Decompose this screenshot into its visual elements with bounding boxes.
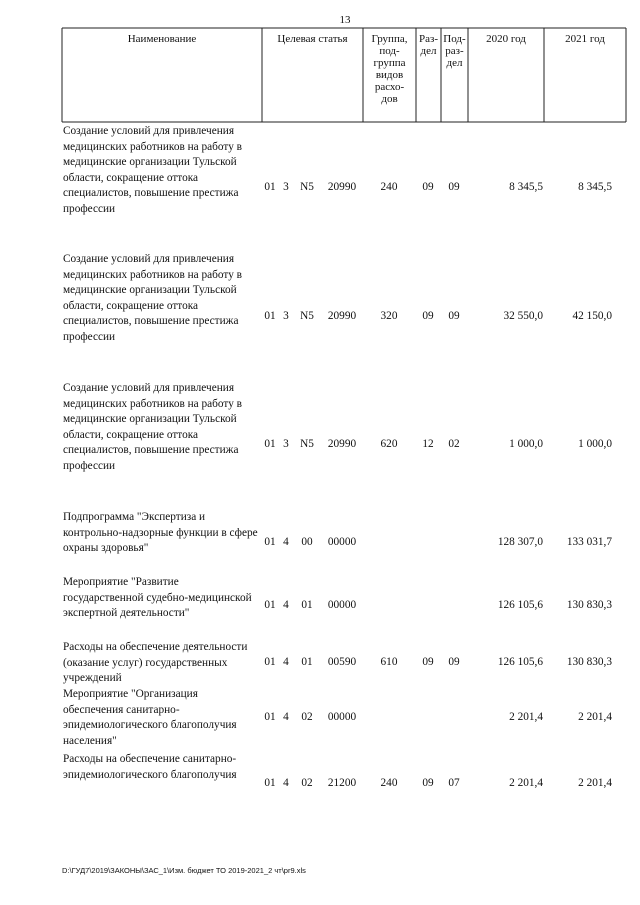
cell-code-b: 3 xyxy=(283,181,289,193)
cell-code-b: 4 xyxy=(283,777,289,789)
cell-section: 12 xyxy=(422,438,434,450)
cell-code-c: 00 xyxy=(301,536,313,548)
cell-2020: 126 105,6 xyxy=(497,599,543,611)
cell-2020: 2 201,4 xyxy=(509,711,543,723)
cell-code-b: 4 xyxy=(283,711,289,723)
header-year-2021: 2021 год xyxy=(565,33,605,45)
cell-subsection: 09 xyxy=(448,181,460,193)
header-target: Целевая статья xyxy=(277,33,348,45)
cell-code-a: 01 xyxy=(264,599,276,611)
cell-code-c: 02 xyxy=(301,711,313,723)
cell-code-c: N5 xyxy=(300,438,314,450)
cell-code-b: 4 xyxy=(283,536,289,548)
cell-2021: 1 000,0 xyxy=(578,438,612,450)
header-section: Раз- дел xyxy=(418,33,438,57)
header-year-2020: 2020 год xyxy=(486,33,526,45)
cell-code-c: 02 xyxy=(301,777,313,789)
row-name: Создание условий для привлечения медицинских работников на работу в медицинские организации Тульской области, сокращение оттока специалистов, повышение престижа профессии xyxy=(63,253,243,343)
cell-subsection: 07 xyxy=(448,777,460,789)
cell-2021: 2 201,4 xyxy=(578,777,612,789)
cell-2021: 130 830,3 xyxy=(566,599,612,611)
header-subsection: Под- раз- дел xyxy=(443,33,466,69)
cell-subsection: 02 xyxy=(448,438,460,450)
cell-code-d: 20990 xyxy=(327,310,357,322)
cell-subsection: 09 xyxy=(448,656,460,668)
cell-code-a: 01 xyxy=(264,310,276,322)
cell-code-a: 01 xyxy=(264,536,276,548)
row-name: Создание условий для привлечения медицинских работников на работу в медицинские организации Тульской области, сокращение оттока специалистов, повышение престижа профессии xyxy=(63,125,243,215)
cell-code-d: 00000 xyxy=(327,711,357,723)
header-name: Наименование xyxy=(127,33,197,45)
row-name: Расходы на обеспечение деятельности (оказание услуг) государственных учреждений xyxy=(63,641,248,685)
cell-section: 09 xyxy=(422,777,434,789)
cell-group: 610 xyxy=(380,656,398,668)
cell-code-d: 20990 xyxy=(327,438,357,450)
cell-2020: 32 550,0 xyxy=(503,310,543,322)
cell-2021: 133 031,7 xyxy=(566,536,612,548)
row-name: Создание условий для привлечения медицинских работников на работу в медицинские организации Тульской области, сокращение оттока специалистов, повышение престижа профессии xyxy=(63,382,243,472)
cell-2020: 126 105,6 xyxy=(497,656,543,668)
cell-section: 09 xyxy=(422,310,434,322)
cell-subsection: 09 xyxy=(448,310,460,322)
cell-code-b: 4 xyxy=(283,656,289,668)
row-name: Подпрограмма "Экспертиза и контрольно-надзорные функции в сфере охраны здоровья" xyxy=(63,511,258,555)
cell-2020: 8 345,5 xyxy=(509,181,543,193)
cell-group: 620 xyxy=(380,438,398,450)
cell-code-c: N5 xyxy=(300,181,314,193)
cell-2021: 42 150,0 xyxy=(572,310,612,322)
cell-group: 240 xyxy=(380,181,398,193)
cell-code-a: 01 xyxy=(264,438,276,450)
cell-code-c: 01 xyxy=(301,656,313,668)
cell-code-d: 21200 xyxy=(327,777,357,789)
cell-section: 09 xyxy=(422,656,434,668)
page-number: 13 xyxy=(339,14,351,26)
cell-code-b: 3 xyxy=(283,438,289,450)
cell-code-b: 3 xyxy=(283,310,289,322)
cell-2020: 2 201,4 xyxy=(509,777,543,789)
cell-code-a: 01 xyxy=(264,181,276,193)
cell-code-c: N5 xyxy=(300,310,314,322)
cell-code-c: 01 xyxy=(301,599,313,611)
cell-code-a: 01 xyxy=(264,711,276,723)
cell-2021: 2 201,4 xyxy=(578,711,612,723)
cell-code-b: 4 xyxy=(283,599,289,611)
cell-2021: 8 345,5 xyxy=(578,181,612,193)
row-name: Расходы на обеспечение санитарно-эпидемиологического благополучия xyxy=(63,753,237,781)
cell-code-d: 00000 xyxy=(327,536,357,548)
cell-2020: 1 000,0 xyxy=(509,438,543,450)
header-group: Группа, под- группа видов расхо- дов xyxy=(371,33,408,105)
cell-code-a: 01 xyxy=(264,777,276,789)
row-name: Мероприятие "Организация обеспечения санитарно-эпидемиологического благополучия населения" xyxy=(63,688,237,747)
cell-group: 240 xyxy=(380,777,398,789)
cell-code-d: 00590 xyxy=(327,656,357,668)
cell-group: 320 xyxy=(380,310,398,322)
footer-file-path: D:\ГУД7\2019\ЗАКОНЫ\ЗАС_1\Изм. бюджет ТО 2019-2021_2 чт\pr9.xls xyxy=(62,866,306,875)
cell-2020: 128 307,0 xyxy=(497,536,543,548)
cell-section: 09 xyxy=(422,181,434,193)
cell-code-a: 01 xyxy=(264,656,276,668)
cell-2021: 130 830,3 xyxy=(566,656,612,668)
cell-code-d: 00000 xyxy=(327,599,357,611)
row-name: Мероприятие "Развитие государственной судебно-медицинской экспертной деятельности" xyxy=(63,576,252,620)
cell-code-d: 20990 xyxy=(327,181,357,193)
